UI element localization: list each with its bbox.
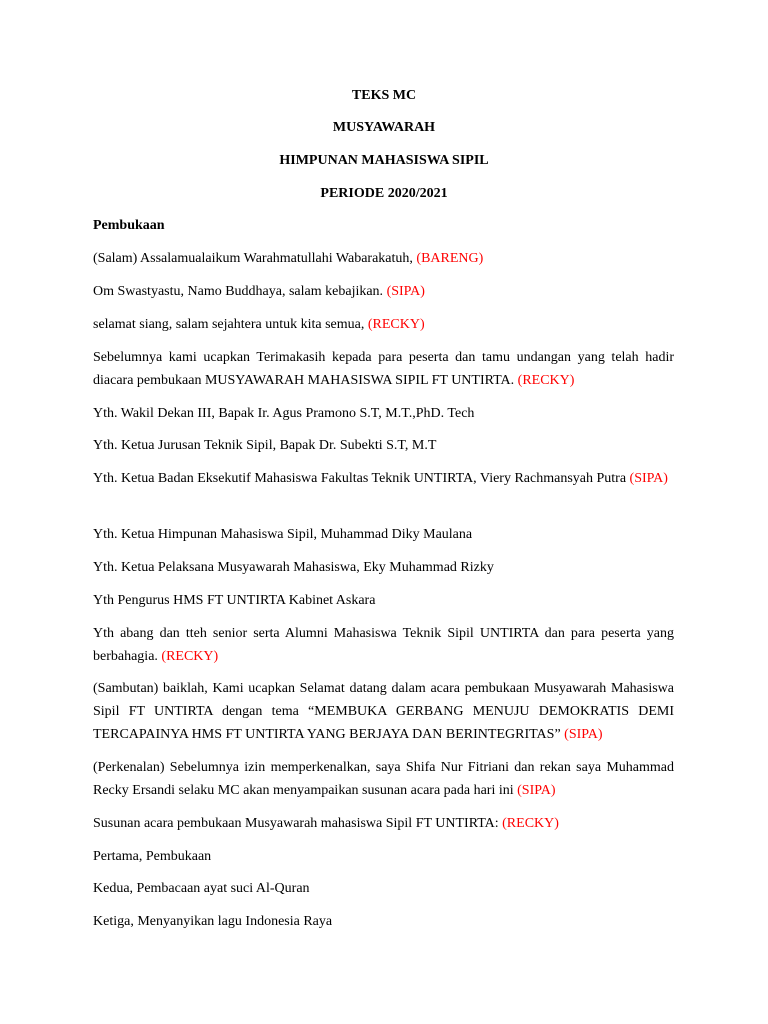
paragraph-text: Yth abang dan tteh senior serta Alumni Mahasiswa Teknik Sipil UNTIRTA dan para peserta yang berbahagia. bbox=[93, 626, 674, 664]
paragraph-ketua-jurusan bbox=[93, 434, 674, 457]
paragraph-text: (Sambutan) baiklah, Kami ucapkan Selamat datang dalam acara pembukaan Musyawarah Mahasiswa Sipil FT UNTIRTA dengan tema “MEMBUKA GERBANG MENUJU DEMOKRATIS DEMI TERCAPAINYA HMS FT UNTIRTA YANG BERJAYA DAN BERINTEGRITAS” bbox=[93, 681, 674, 742]
paragraph-susunan-acara bbox=[93, 812, 674, 835]
paragraph-pengurus bbox=[93, 589, 674, 612]
speaker-tag: (SIPA) bbox=[386, 284, 425, 299]
paragraph-text: Sebelumnya kami ucapkan Terimakasih kepada para peserta dan tamu undangan yang telah hadir diacara pembukaan MUSYAWARAH MAHASISWA SIPIL FT UNTIRTA. bbox=[93, 350, 674, 388]
speaker-tag: (RECKY) bbox=[502, 816, 559, 831]
paragraph-text: Yth Pengurus HMS FT UNTIRTA Kabinet Askara bbox=[93, 593, 376, 608]
paragraph-text: Ketiga, Menyanyikan lagu Indonesia Raya bbox=[93, 914, 333, 929]
paragraph-selamat-siang bbox=[93, 313, 674, 336]
title-line-2: MUSYAWARAH bbox=[332, 120, 436, 135]
agenda-item-1 bbox=[93, 845, 674, 868]
paragraph-ketua-hms bbox=[93, 523, 674, 546]
speaker-tag: (SIPA) bbox=[517, 783, 556, 798]
paragraph-text: Om Swastyastu, Namo Buddhaya, salam kebajikan. bbox=[93, 284, 387, 299]
paragraph-ketua-pelaksana bbox=[93, 556, 674, 579]
paragraph-wakil-dekan bbox=[93, 402, 674, 425]
paragraph-text: (Perkenalan) Sebelumnya izin memperkenalkan, saya Shifa Nur Fitriani dan rekan saya Muhammad Recky Ersandi selaku MC akan menyampaikan susunan acara pada hari ini bbox=[93, 760, 674, 798]
paragraph-greeting bbox=[93, 280, 674, 303]
speaker-tag: (SIPA) bbox=[629, 471, 668, 486]
paragraph-alumni bbox=[93, 622, 674, 668]
paragraph-text: Yth. Wakil Dekan III, Bapak Ir. Agus Pramono S.T, M.T.,PhD. Tech bbox=[93, 406, 475, 421]
title-line-4: PERIODE 2020/2021 bbox=[320, 186, 448, 201]
paragraph-text: Yth. Ketua Badan Eksekutif Mahasiswa Fakultas Teknik UNTIRTA, Viery Rachmansyah Putra bbox=[93, 471, 630, 486]
paragraph-perkenalan bbox=[93, 756, 674, 802]
speaker-tag: (BARENG) bbox=[416, 251, 484, 266]
paragraph-salam bbox=[93, 247, 674, 270]
section-heading: Pembukaan bbox=[93, 218, 165, 233]
paragraph-text: Pertama, Pembukaan bbox=[93, 849, 212, 864]
speaker-tag: (RECKY) bbox=[517, 373, 575, 388]
paragraph-text: Yth. Ketua Himpunan Mahasiswa Sipil, Muhammad Diky Maulana bbox=[93, 527, 473, 542]
speaker-tag: (SIPA) bbox=[564, 727, 603, 742]
speaker-tag: (RECKY) bbox=[161, 649, 219, 664]
agenda-item-2 bbox=[93, 877, 674, 900]
speaker-tag: (RECKY) bbox=[367, 317, 425, 332]
paragraph-text: Kedua, Pembacaan ayat suci Al-Quran bbox=[93, 881, 310, 896]
paragraph-text: Yth. Ketua Pelaksana Musyawarah Mahasiswa, Eky Muhammad Rizky bbox=[93, 560, 494, 575]
paragraph-terimakasih bbox=[93, 346, 674, 392]
paragraph-text: selamat siang, salam sejahtera untuk kita semua, bbox=[93, 317, 368, 332]
paragraph-text: (Salam) Assalamualaikum Warahmatullahi Wabarakatuh, bbox=[93, 251, 417, 266]
agenda-item-3 bbox=[93, 910, 674, 933]
paragraph-text: Susunan acara pembukaan Musyawarah mahasiswa Sipil FT UNTIRTA: bbox=[93, 816, 503, 831]
paragraph-sambutan bbox=[93, 677, 674, 746]
paragraph-ketua-bem bbox=[93, 467, 674, 490]
title-line-1: TEKS MC bbox=[351, 88, 417, 103]
paragraph-text: Yth. Ketua Jurusan Teknik Sipil, Bapak Dr. Subekti S.T, M.T bbox=[93, 438, 437, 453]
title-line-3: HIMPUNAN MAHASISWA SIPIL bbox=[279, 153, 489, 168]
